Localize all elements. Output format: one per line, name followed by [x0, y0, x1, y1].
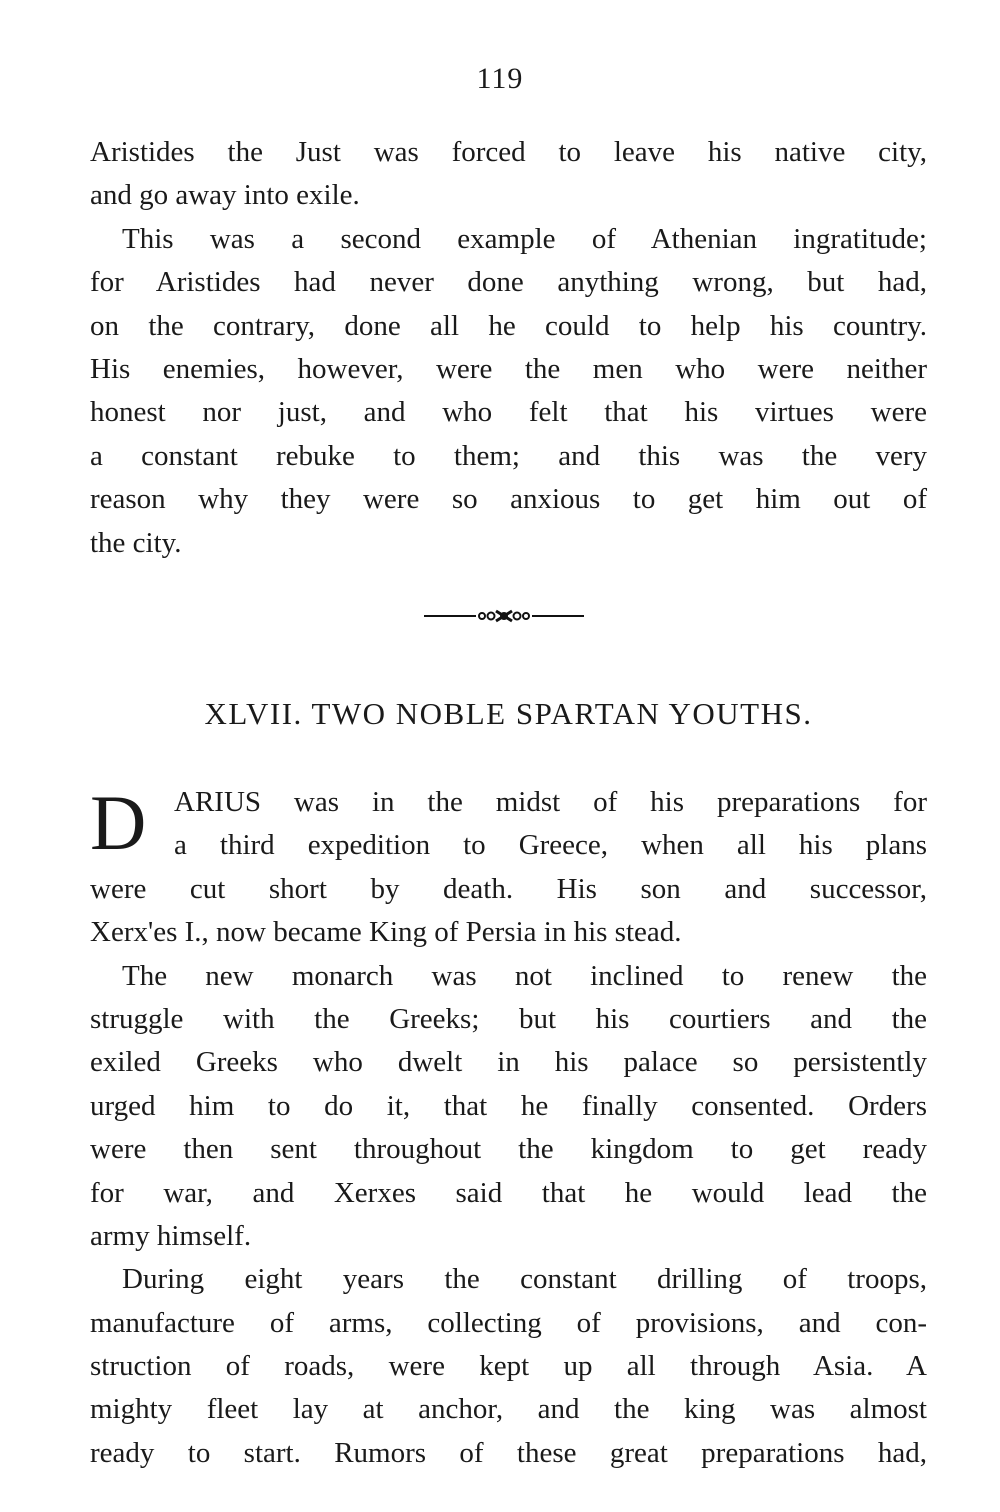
drop-cap: D — [90, 779, 147, 866]
text-line: were cut short by death. His son and successor, — [90, 872, 927, 905]
text-line: manufacture of arms, collecting of provisions, and con- — [90, 1306, 927, 1339]
text-line: mighty fleet lay at anchor, and the king was almost — [90, 1393, 927, 1426]
text-line: exiled Greeks who dwelt in his palace so persistently — [90, 1046, 927, 1079]
text-line: army himself. — [90, 1219, 252, 1252]
text-line: struction of roads, were kept up all through Asia. A — [90, 1350, 927, 1383]
text-line: on the contrary, done all he could to help his country. — [90, 309, 927, 342]
text-line: Aristides the Just was forced to leave his native city, — [90, 136, 927, 168]
text-line: for war, and Xerxes said that he would lead the — [90, 1176, 927, 1209]
text-line: Xerx'es I., now became King of Persia in his stead. — [90, 916, 682, 949]
ornament-divider-icon — [424, 606, 584, 626]
text-line: honest nor just, and who felt that his virtues were — [90, 396, 927, 429]
text-line: ARIUS was in the midst of his preparations for — [174, 786, 927, 818]
text-line: a third expedition to Greece, when all his plans — [174, 829, 927, 862]
text-line: and go away into exile. — [90, 179, 360, 212]
text-line: His enemies, however, were the men who were neither — [90, 352, 927, 385]
text-line: struggle with the Greeks; but his courtiers and the — [90, 1002, 927, 1035]
text-line: ready to start. Rumors of these great preparations had, — [90, 1436, 927, 1469]
chapter-body — [90, 781, 927, 1475]
text-line: urged him to do it, that he finally consented. Orders — [90, 1089, 927, 1122]
text-line: the city. — [90, 526, 182, 559]
text-line: During eight years the constant drilling of troops, — [122, 1263, 927, 1296]
chapter-heading: XLVII. TWO NOBLE SPARTAN YOUTHS. — [204, 696, 813, 731]
text-line: for Aristides had never done anything wrong, but had, — [90, 266, 927, 299]
text-line: were then sent throughout the kingdom to get ready — [90, 1133, 927, 1166]
text-line: This was a second example of Athenian ingratitude; — [122, 222, 927, 255]
text-line: reason why they were so anxious to get him out of — [90, 483, 927, 516]
text-line: The new monarch was not inclined to renew the — [122, 959, 927, 992]
text-line: a constant rebuke to them; and this was the very — [90, 439, 927, 472]
page-number: 119 — [476, 62, 524, 95]
paragraph-aristides-exile — [90, 131, 927, 565]
